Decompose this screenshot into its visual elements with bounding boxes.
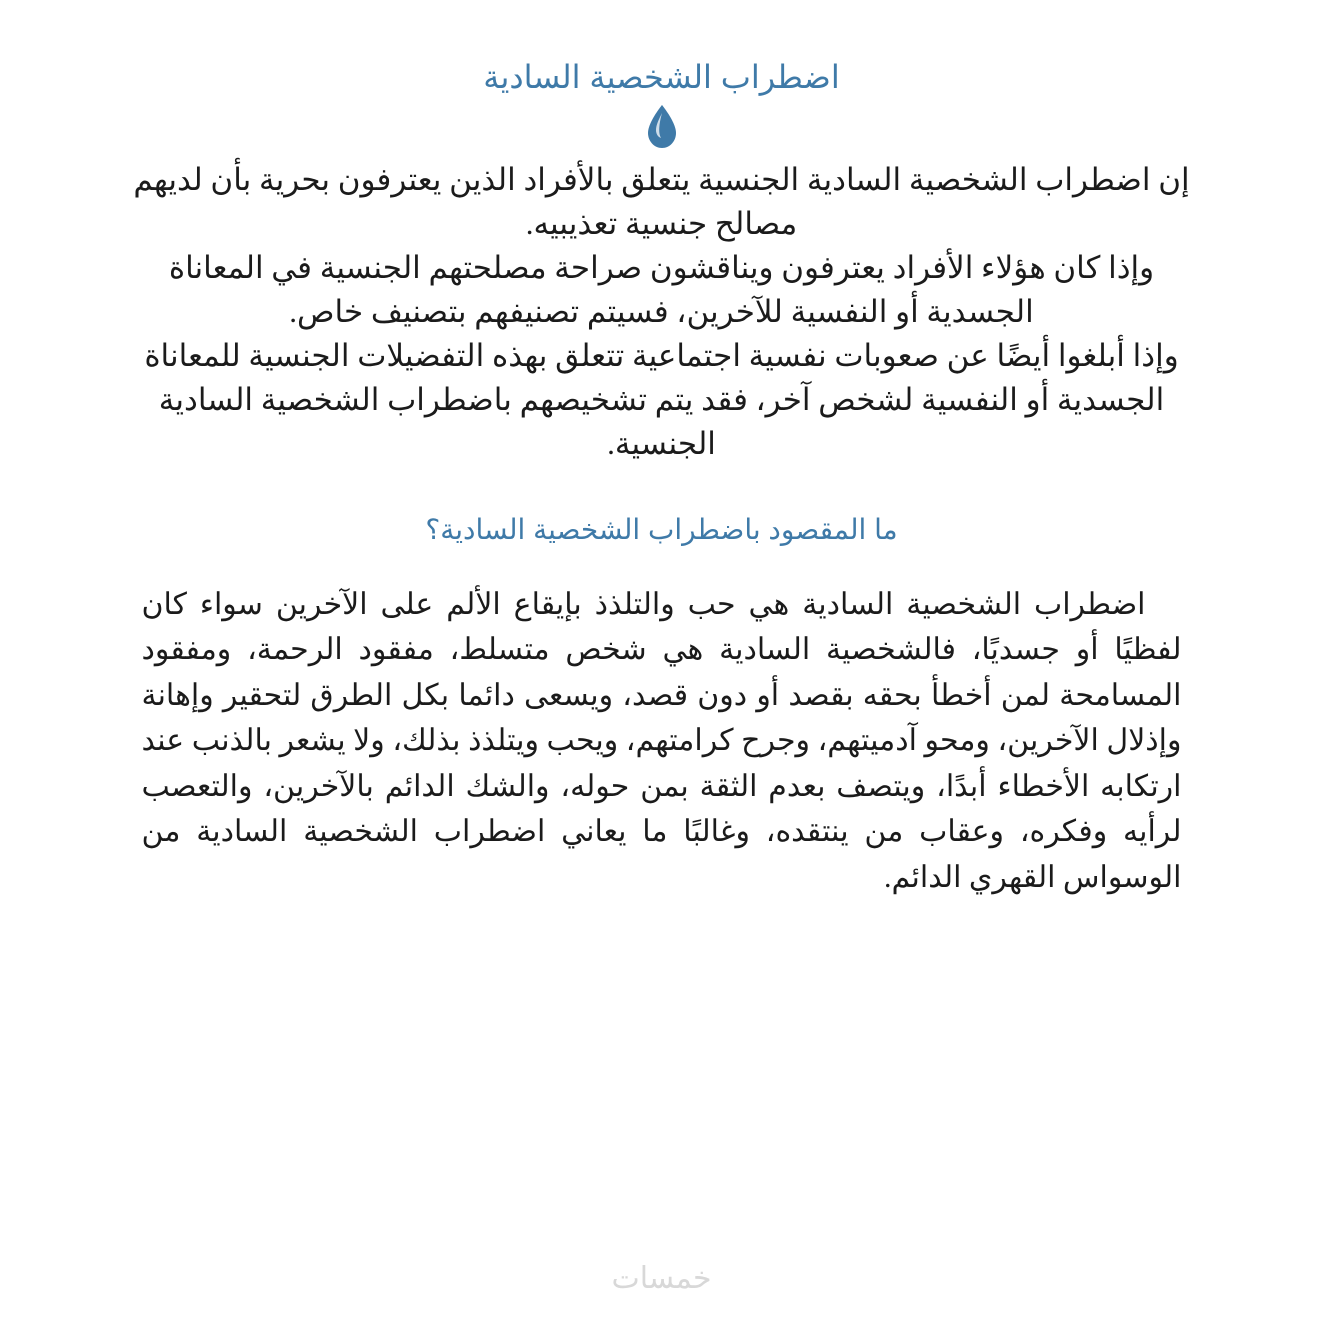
- watermark: خمسات: [611, 1262, 712, 1295]
- section-heading: ما المقصود باضطراب الشخصية السادية؟: [425, 513, 898, 545]
- definition-block: [142, 582, 1182, 901]
- intro-paragraph-3: وإذا أبلغوا أيضًا عن صعوبات نفسية اجتماعية تتعلق بهذه التفضيلات الجنسية للمعاناة الجسدية أو النفسية لشخص آخر، فقد يتم تشخيصهم باضطراب الشخصية السادية الجنسية.: [144, 338, 1179, 462]
- definition-paragraph: اضطراب الشخصية السادية هي حب والتلذذ بإيقاع الألم على الآخرين سواء كان لفظيًا أو جسديًا، فالشخصية السادية هي شخص متسلط، مفقود الرحمة، ومفقود المسامحة لمن أخطأ بحقه بقصد أو دون قصد، ويسعى دائما بكل الطرق لتحقير وإهانة وإذلال الآخرين، ومحو آدميتهم، وجرح كرامتهم، ويحب ويتلذذ بذلك، ولا يشعر بالذنب عند ارتكابه الأخطاء أبدًا، ويتصف بعدم الثقة بمن حوله، والشك الدائم بالآخرين، والتعصب لرأيه وفكره، وعقاب من ينتقده، وغالبًا ما يعاني اضطراب الشخصية السادية من الوسواس القهري الدائم.: [141, 587, 1182, 895]
- drop-icon-container: [0, 104, 1323, 152]
- intro-paragraph-2: وإذا كان هؤلاء الأفراد يعترفون ويناقشون صراحة مصلحتهم الجنسية في المعاناة الجسدية أو النفسية للآخرين، فسيتم تصنيفهم بتصنيف خاص.: [168, 250, 1155, 330]
- intro-block: [132, 158, 1192, 466]
- water-drop-icon: [645, 104, 679, 150]
- intro-paragraph-1: إن اضطراب الشخصية السادية الجنسية يتعلق بالأفراد الذين يعترفون بحرية بأن لديهم مصالح جنسية تعذيبيه.: [133, 162, 1190, 242]
- page-title: اضطراب الشخصية السادية: [483, 59, 840, 95]
